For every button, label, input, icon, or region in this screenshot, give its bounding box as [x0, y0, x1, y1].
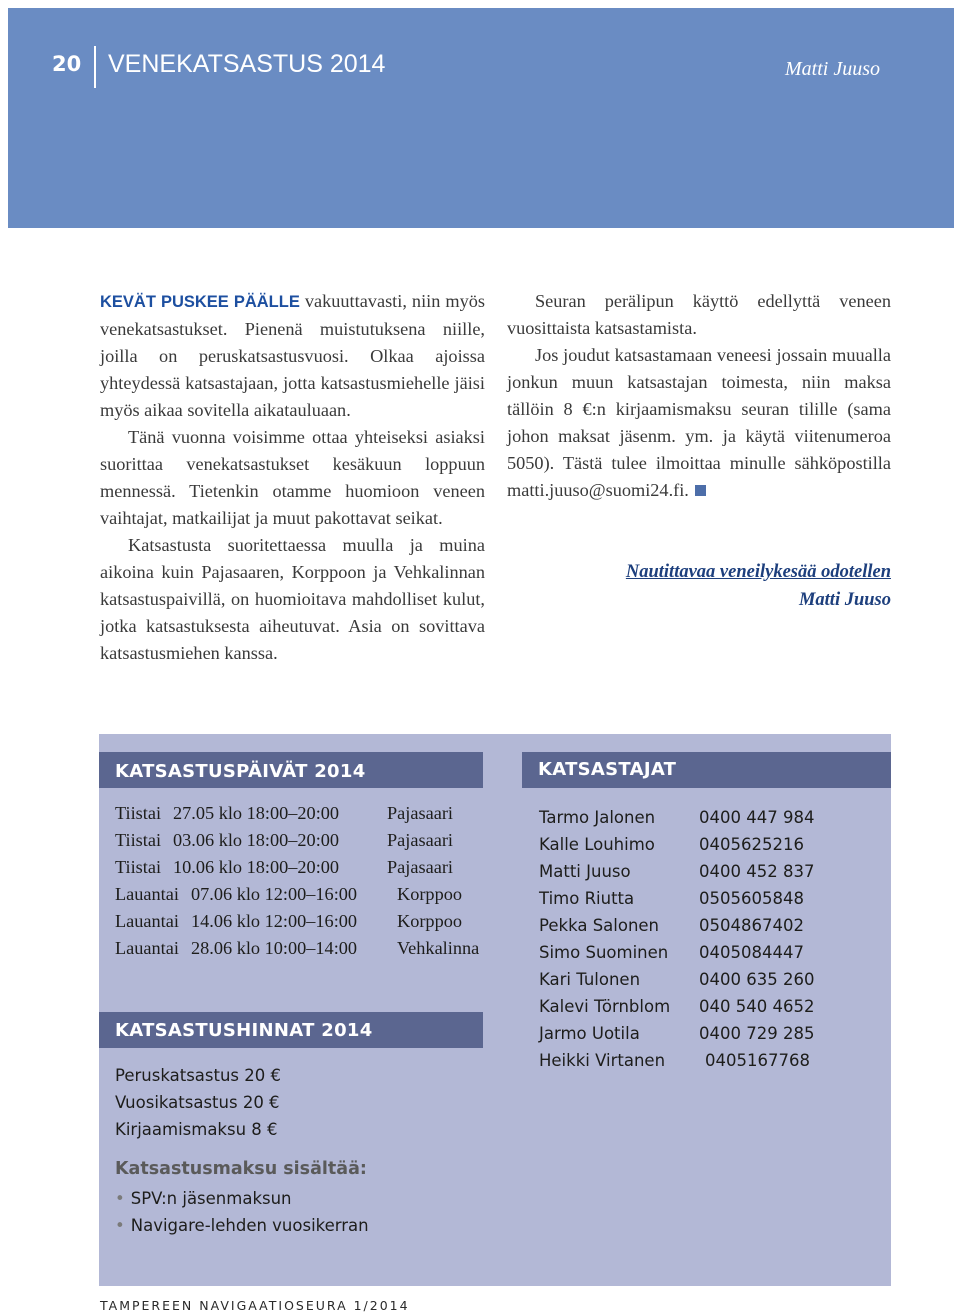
article-paragraph: Tänä vuonna voisimme ottaa yhteiseksi asiaksi suorittaa venekatsastukset kesäkuun loppuun mennessä. Tietenkin otamme huomioon veneen vaihtajat, matkailijat ja muut pakottavat seikat. — [100, 427, 485, 528]
schedule-place: Pajasaari — [387, 803, 453, 823]
article-right-column — [507, 288, 891, 504]
schedule-day: Lauantai — [115, 884, 179, 904]
schedule-heading: KATSASTUSPÄIVÄT 2014 — [99, 752, 483, 788]
article-paragraph — [507, 342, 891, 504]
inspector-row — [539, 804, 879, 831]
inspector-phone: 0400 447 984 — [699, 808, 815, 827]
schedule-day: Lauantai — [115, 911, 179, 931]
schedule-day: Tiistai — [115, 830, 162, 850]
inspector-name: Timo Riutta — [539, 889, 635, 908]
inspector-phone: 0405625216 — [699, 835, 804, 854]
inspector-phone: 0405084447 — [699, 943, 804, 962]
inspector-row — [539, 993, 879, 1020]
inspector-name: Pekka Salonen — [539, 916, 660, 935]
schedule-place: Vehkalinna — [397, 938, 480, 958]
inspector-phone: 0504867402 — [699, 916, 804, 935]
header-divider — [94, 46, 96, 88]
inspector-phone: 040 540 4652 — [699, 997, 815, 1016]
article-left-column — [100, 288, 485, 667]
inspector-name: Kari Tulonen — [539, 970, 641, 989]
end-mark-icon — [695, 485, 706, 496]
inspector-name: Heikki Virtanen — [539, 1051, 666, 1070]
inspector-name: Matti Juuso — [539, 862, 631, 881]
inspector-row — [539, 966, 879, 993]
price-item: Kirjaamismaksu 8 € — [115, 1120, 278, 1139]
price-item: Vuosikatsastus 20 € — [115, 1093, 280, 1112]
schedule-date: 10.06 klo 18:00–20:00 — [173, 857, 340, 877]
page-number: 20 — [52, 52, 82, 76]
inspector-row — [539, 939, 879, 966]
article-paragraph: Seuran perälipun käyttö edellyttä veneen vuosittaista katsastamista. — [507, 291, 891, 338]
schedule-place: Pajasaari — [387, 830, 453, 850]
article-paragraph-text: Jos joudut katsastamaan veneesi jossain muualla jonkun muun katsastajan toimesta, niin maksa tällöin 8 €:n kirjaamismaksu seuran tilille (sama johon maksat jäsenm. ym. ja käytä viitenumeroa 5050). Tästä tulee ilmoittaa minulle sähköpostilla matti.juuso@suomi24.fi. — [507, 345, 891, 500]
schedule-place: Korppoo — [397, 884, 462, 904]
fee-includes-list — [115, 1185, 369, 1239]
prices-heading: KATSASTUSHINNAT 2014 — [99, 1012, 483, 1048]
signature-name: Matti Juuso — [798, 590, 891, 610]
article-paragraph: Katsastusta suoritettaessa muulla ja muina aikoina kuin Pajasaaren, Korppoon ja Vehkalinnan katsastuspaivillä, on huomioitava mahdolliset kulut, jotka katsastuksesta aiheutuvat. Asia on sovittava katsastusmiehen kanssa. — [100, 535, 485, 663]
price-item: Peruskatsastus 20 € — [115, 1066, 282, 1085]
inspectors-list — [539, 804, 879, 1074]
schedule-date: 03.06 klo 18:00–20:00 — [173, 830, 340, 850]
fee-includes-text: Navigare-lehden vuosikerran — [130, 1216, 369, 1235]
inspector-row — [539, 912, 879, 939]
schedule-day: Lauantai — [115, 938, 179, 958]
inspector-name: Jarmo Uotila — [539, 1024, 640, 1043]
fee-includes-item — [115, 1185, 369, 1212]
schedule-place: Pajasaari — [387, 857, 453, 877]
inspector-row — [539, 885, 879, 912]
inspector-phone: 0400 452 837 — [699, 862, 815, 881]
schedule-day: Tiistai — [115, 857, 162, 877]
fee-includes-text: SPV:n jäsenmaksun — [130, 1189, 292, 1208]
inspector-row — [539, 858, 879, 885]
page-header — [8, 8, 954, 228]
article-lead: KEVÄT PUSKEE PÄÄLLE — [100, 293, 300, 311]
signature-greeting: Nautittavaa veneilykesää odotellen — [625, 562, 891, 582]
inspector-phone: 0405167768 — [705, 1051, 810, 1070]
inspector-name: Tarmo Jalonen — [539, 808, 656, 827]
inspectors-heading: KATSASTAJAT — [522, 752, 891, 788]
inspector-row — [539, 1020, 879, 1047]
signature — [507, 558, 891, 614]
inspector-name: Kalevi Törnblom — [539, 997, 671, 1016]
fee-includes-heading: Katsastusmaksu sisältää: — [115, 1159, 367, 1179]
schedule-date: 07.06 klo 12:00–16:00 — [191, 884, 358, 904]
info-box — [99, 734, 891, 1286]
inspector-phone: 0400 635 260 — [699, 970, 815, 989]
inspector-phone: 0400 729 285 — [699, 1024, 815, 1043]
page-footer: TAMPEREEN NAVIGAATIOSEURA 1/2014 — [100, 1298, 410, 1313]
inspector-row — [539, 831, 879, 858]
prices-list — [115, 1062, 281, 1143]
schedule-date: 14.06 klo 12:00–16:00 — [191, 911, 358, 931]
page-title: VENEKATSASTUS 2014 — [108, 50, 386, 78]
schedule-place: Korppoo — [397, 911, 462, 931]
inspector-phone: 0505605848 — [699, 889, 804, 908]
author-name: Matti Juuso — [785, 58, 880, 80]
inspector-name: Kalle Louhimo — [539, 835, 655, 854]
schedule-date: 28.06 klo 10:00–14:00 — [191, 938, 358, 958]
inspector-row — [539, 1047, 879, 1074]
schedule-day: Tiistai — [115, 803, 162, 823]
fee-includes-item — [115, 1212, 369, 1239]
schedule-date: 27.05 klo 18:00–20:00 — [173, 803, 340, 823]
article-lead-rest: vakuuttavasti, niin myös venekatsastukset. Pienenä muistutuksena niille, joilla on peruskatsastusvuosi. Olkaa ajoissa yhteydessä katsastajaan, jotta katsastusmiehelle jäisi myös aikaa sovitella aikatauluaan. — [100, 291, 485, 420]
inspector-name: Simo Suominen — [539, 943, 669, 962]
article-paragraph — [100, 288, 485, 424]
